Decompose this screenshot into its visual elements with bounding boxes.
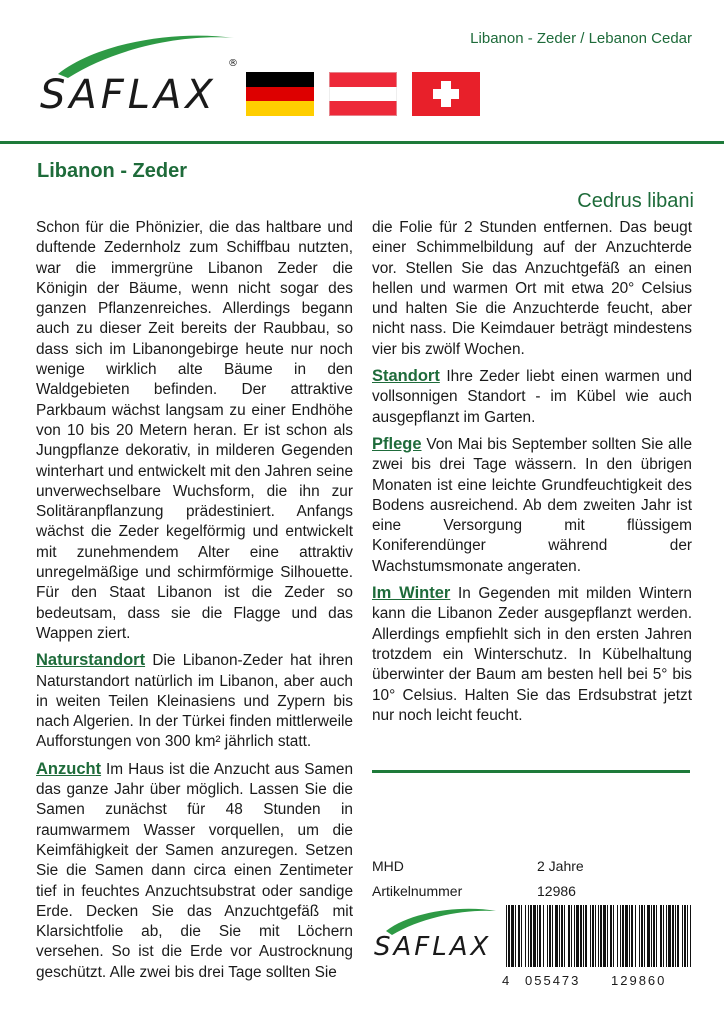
standort-paragraph — [372, 366, 692, 428]
switzerland-flag-icon — [412, 72, 480, 116]
barcode-bar — [682, 905, 683, 967]
barcode-bar — [543, 905, 544, 967]
barcode-bar — [660, 905, 662, 967]
barcode-bar — [595, 905, 596, 967]
barcode-bar — [653, 905, 655, 967]
barcode-bar — [639, 905, 640, 967]
barcode-bar — [644, 905, 645, 967]
barcode-bar — [675, 905, 676, 967]
product-header-title: Libanon - Zeder / Lebanon Cedar — [470, 30, 692, 47]
barcode-group-1: 055473 — [525, 973, 581, 988]
left-text-column — [36, 218, 353, 989]
ean-barcode — [505, 905, 693, 967]
barcode-bar — [607, 905, 608, 967]
barcode-bar — [552, 905, 553, 967]
barcode-bar — [533, 905, 536, 967]
winter-paragraph — [372, 583, 692, 726]
barcode-bar — [647, 905, 650, 967]
footer-brand-text: SAFLAX — [374, 932, 492, 962]
anzucht-paragraph — [36, 759, 353, 983]
barcode-bar — [547, 905, 548, 967]
naturstandort-heading: Naturstandort — [36, 651, 146, 670]
right-text-column — [372, 218, 692, 732]
mhd-label: MHD — [372, 858, 404, 874]
barcode-bar — [525, 905, 526, 967]
barcode-bar — [571, 905, 572, 967]
brand-logo-text: SAFLAX — [40, 72, 217, 118]
barcode-bar — [564, 905, 565, 967]
anzucht-heading: Anzucht — [36, 759, 102, 778]
barcode-bar — [666, 905, 667, 967]
barcode-bar — [580, 905, 582, 967]
barcode-bar — [600, 905, 602, 967]
barcode-bar — [625, 905, 628, 967]
barcode-bar — [684, 905, 686, 967]
barcode-bar — [668, 905, 671, 967]
standort-heading: Standort — [372, 367, 440, 386]
naturstandort-text: Die Libanon-Zeder hat ihren Naturstandort natürlich im Libanon, aber auch in weiten Teilen Kleinasiens und Zypern bis nach Algerien. In der Türkei finden mittlerweile Aufforstungen von 300 km² jährlich statt. — [36, 652, 353, 751]
barcode-bar — [518, 905, 520, 967]
latin-name: Cedrus libani — [577, 190, 694, 212]
barcode-bar — [610, 905, 612, 967]
barcode-first-digit: 4 — [502, 973, 510, 988]
barcode-bar — [528, 905, 529, 967]
header-divider — [0, 141, 724, 144]
barcode-bar — [576, 905, 579, 967]
article-number-label: Artikelnummer — [372, 883, 463, 899]
barcode-bar — [583, 905, 584, 967]
barcode-bar — [537, 905, 538, 967]
barcode-bar — [521, 905, 522, 967]
barcode-group-2: 129860 — [611, 973, 667, 988]
winter-text: In Gegenden mit milden Wintern kann die Libanon Zeder ausgepflanzt werden. Allerdings empfiehlt sich in den ersten Jahren trotzdem ein Winterschutz. In Kübelhaltung überwinter der Baum am besten hell bei 5° bis 10° Celsius. Halten Sie das Erdsubstrat jetzt nur noch leicht feucht. — [372, 585, 692, 724]
registered-mark: ® — [228, 58, 238, 69]
barcode-bar — [641, 905, 643, 967]
barcode-bar — [508, 905, 510, 967]
barcode-bar — [663, 905, 664, 967]
germany-flag-icon — [246, 72, 314, 116]
barcode-bar — [677, 905, 679, 967]
intro-paragraph: Schon für die Phönizier, die das haltbare und duftende Zedernholz zum Schiffbau nutzten, war die immergrüne Libanon Zeder die Königin der Bäume, wenn nicht sogar des ganzen Pflanzenreiches. Allerdings begann auch zu dieser Zeit bereits der Raubbau, so dass sich im Libanongebirge heute nur noch wenige wirklich alte Bäume in den Waldgebieten befinden. Der attraktive Parkbaum wächst langsam zu einer Endhöhe von 10 bis 20 Metern heran. Er ist schon als Jungpflanze dekorativ, in milderen Gegenden winterhart und entwickelt mit den Jahren seine unverwechselbare Wuchsform, die ihn zur Solitäranpflanzung prädestiniert. Anfangs wächst die Zeder kegelförmig und entwickelt mit zunehmendem Alter eine attraktiv unregelmäßige und schirmförmige Silhouette. Für den Staat Libanon ist die Zeder so bedeutsam, dass sie die Flagge und das Wappen ziert. — [36, 219, 353, 642]
barcode-bar — [561, 905, 563, 967]
continuation-paragraph: die Folie für 2 Stunden entfernen. Das beugt einer Schimmelbildung auf der Anzuchterde vor. Stellen Sie das Anzuchtgefäß an einen hellen und warmen Ort mit etwa 20° Celsius und halten Sie die Anzuchterde feucht, aber nicht nass. Die Keimdauer beträgt mindestens vier bis zwölf Wochen. — [372, 219, 692, 358]
anzucht-text: Im Haus ist die Anzucht aus Samen das ganze Jahr über möglich. Lassen Sie die Samen zunächst für 48 Stunden in raumwarmem Wasser vorquellen, um die Keimfähigkeit der Samen anzuregen. Setzen Sie die Samen dann circa einen Zentimeter tief in feuchtes Anzuchtsubstrat oder sandige Erde. Decken Sie das Anzuchtgefäß mit Klarsichtfolie ab, die Sie mit Löchern versehen. So ist die Erde vor Austrocknung geschützt. Alle zwei bis drei Tage sollten Sie — [36, 760, 353, 981]
barcode-bar — [585, 905, 587, 967]
barcode-bar — [515, 905, 516, 967]
page-title: Libanon - Zeder — [37, 160, 187, 182]
barcode-bar — [629, 905, 630, 967]
barcode-bar — [620, 905, 621, 967]
barcode-bar — [598, 905, 599, 967]
mhd-value: 2 Jahre — [537, 858, 584, 874]
barcode-bar — [555, 905, 558, 967]
barcode-bar — [592, 905, 594, 967]
barcode-bar — [539, 905, 541, 967]
barcode-bar — [690, 905, 691, 967]
barcode-bar — [574, 905, 575, 967]
barcode-bar — [617, 905, 618, 967]
barcode-bar — [603, 905, 606, 967]
pflege-heading: Pflege — [372, 434, 422, 453]
barcode-bar — [656, 905, 657, 967]
barcode-bar — [549, 905, 551, 967]
barcode-bar — [530, 905, 532, 967]
winter-heading: Im Winter — [372, 584, 451, 603]
barcode-bar — [568, 905, 570, 967]
standort-text: Ihre Zeder liebt einen warmen und vollsonnigen Standort - im Kübel wie auch ausgepflanzt im Garten. — [372, 368, 693, 426]
barcode-bar — [651, 905, 652, 967]
barcode-bar — [506, 905, 507, 967]
naturstandort-paragraph — [36, 650, 353, 752]
pflege-text: Von Mai bis September sollten Sie alle zwei bis drei Tage wässern. In den übrigen Monaten ist eine leichte Grundfeuchtigkeit des Bodens ausreichend. Ab dem zweiten Jahr ist eine Versorgung mit flüssigem Koniferendünger während der Wachstumsmonate angeraten. — [372, 435, 693, 575]
austria-flag-icon — [329, 72, 397, 116]
barcode-bar — [672, 905, 674, 967]
footer-divider — [372, 770, 690, 773]
barcode-bar — [635, 905, 636, 967]
barcode-bar — [622, 905, 624, 967]
barcode-bar — [687, 905, 688, 967]
barcode-bar — [631, 905, 633, 967]
barcode-bar — [613, 905, 614, 967]
barcode-bar — [590, 905, 591, 967]
barcode-bar — [511, 905, 514, 967]
barcode-bar — [559, 905, 560, 967]
pflege-paragraph — [372, 434, 692, 577]
article-number-value: 12986 — [537, 883, 576, 899]
